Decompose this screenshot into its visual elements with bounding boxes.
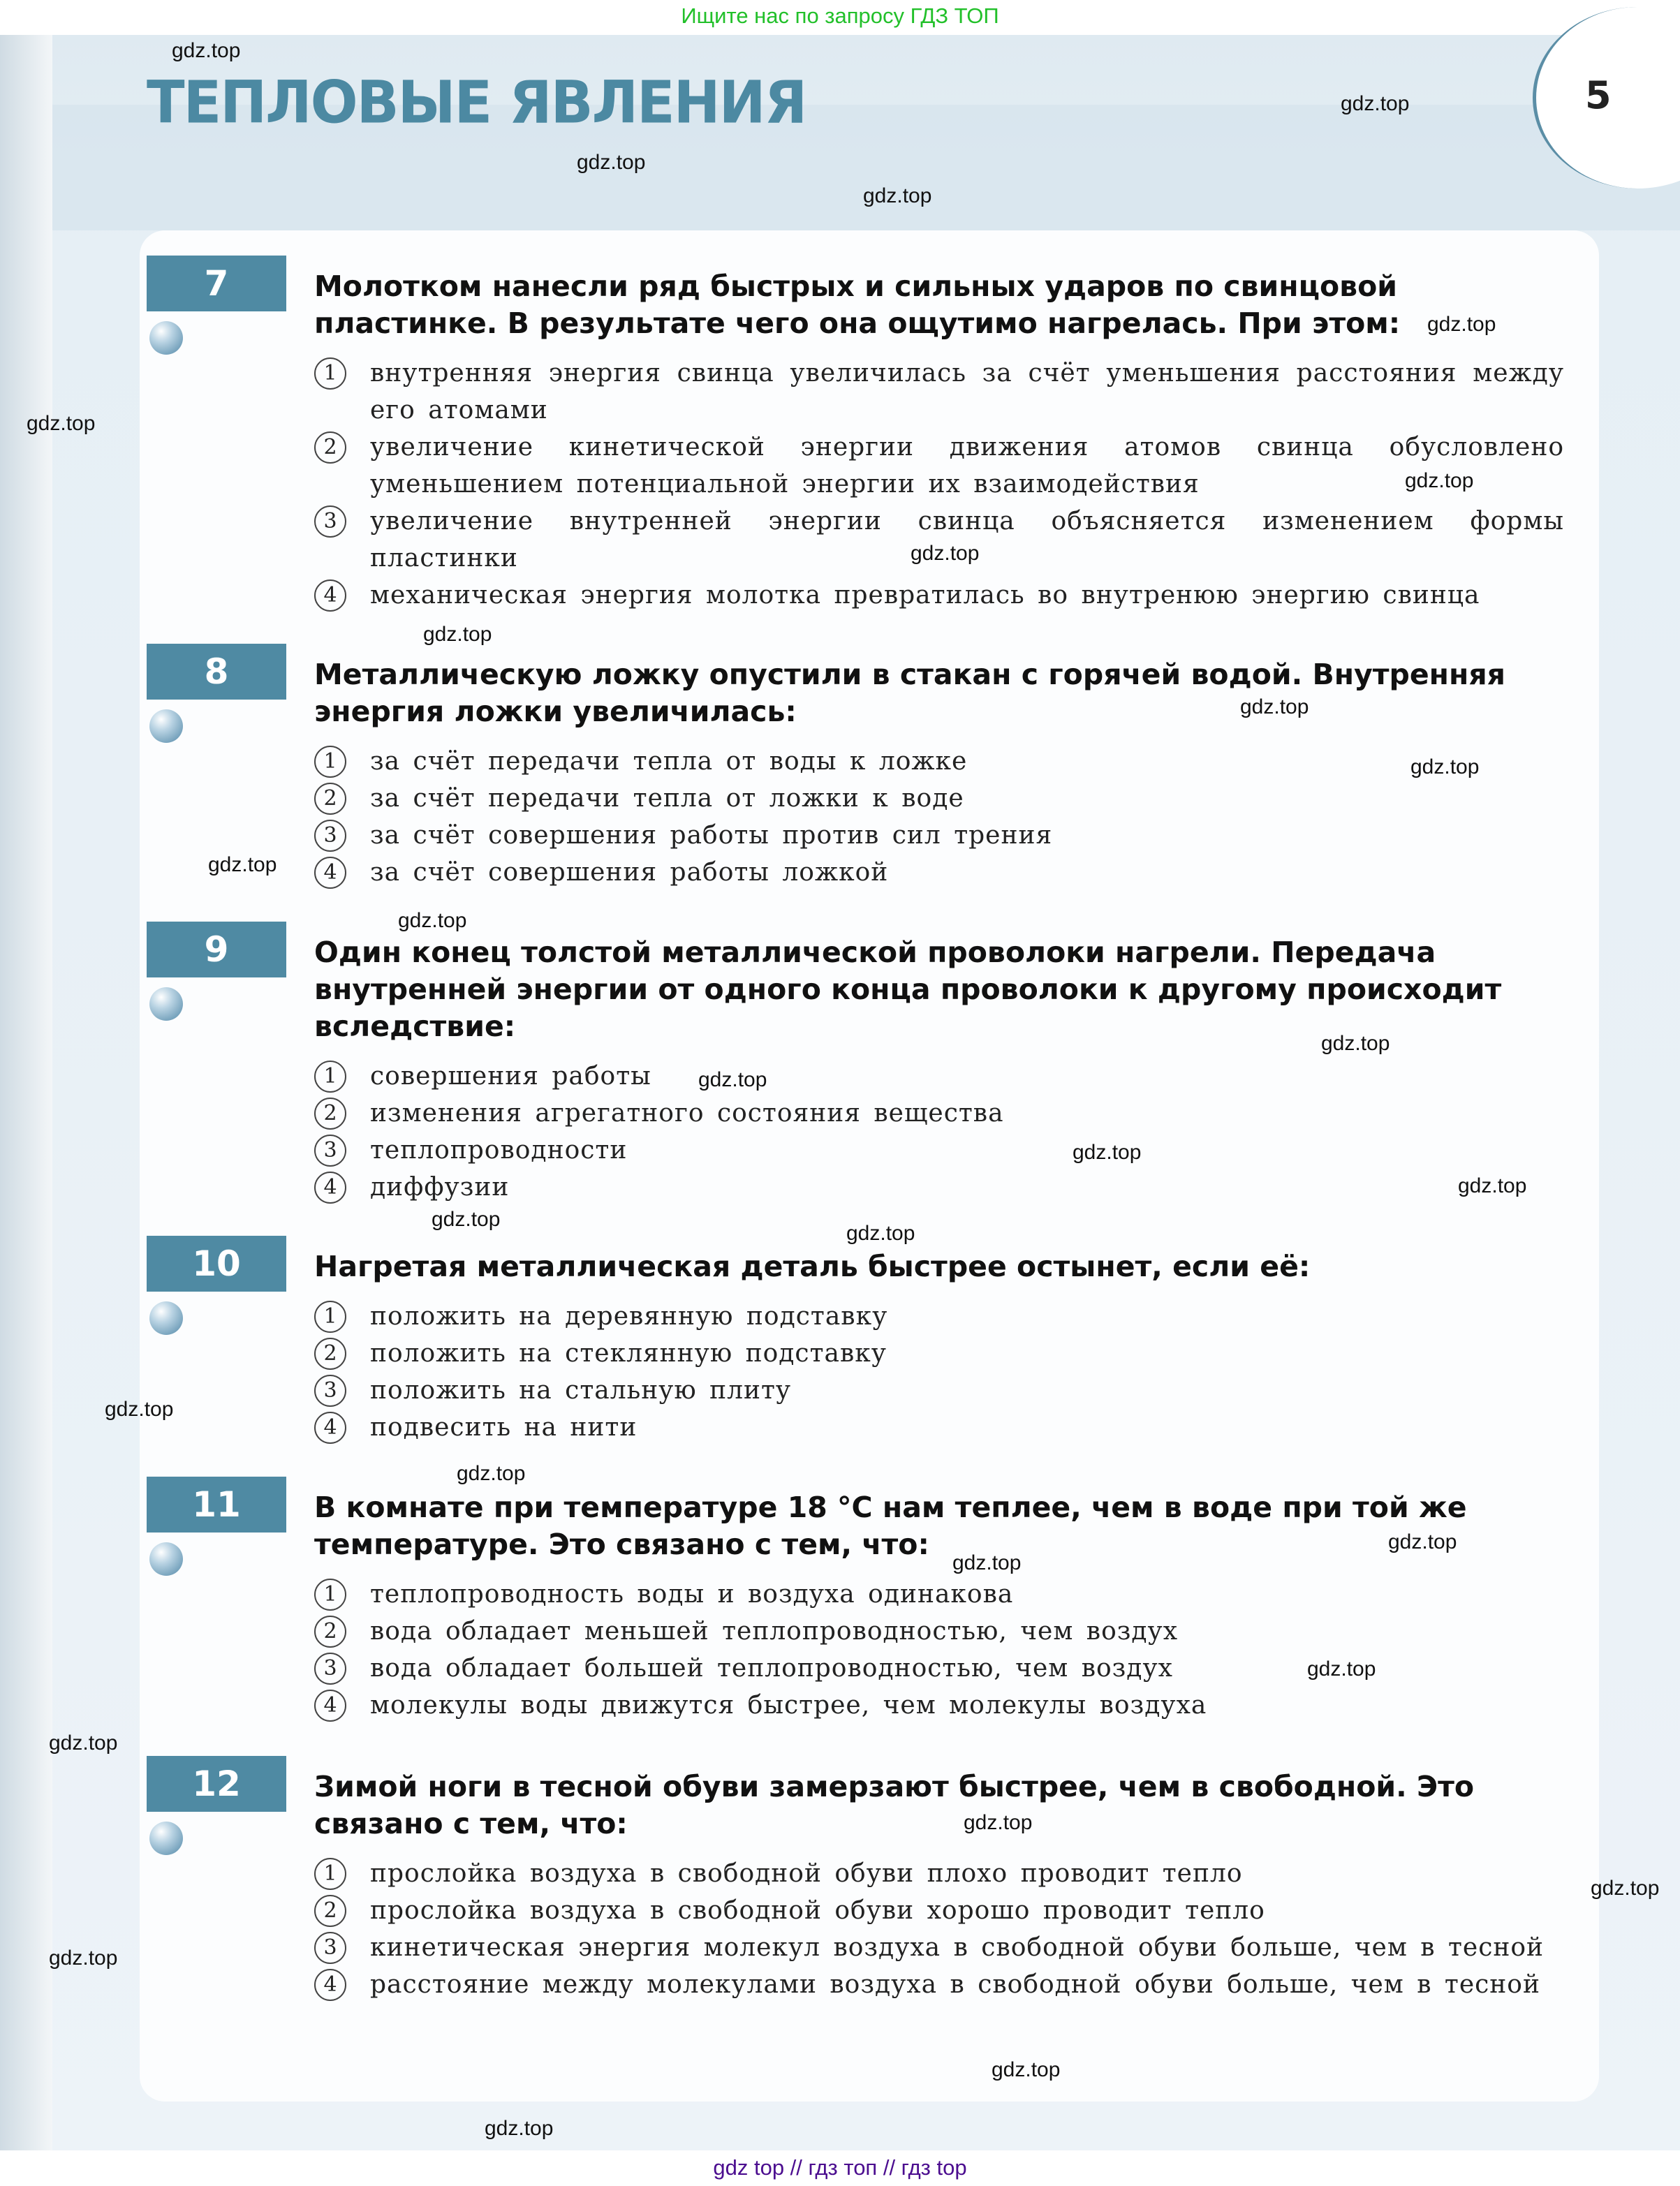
watermark: gdz.top [105,1398,174,1421]
option-text: прослойка воздуха в свободной обуви плохо проводит тепло [370,1859,1243,1888]
option-number-circle: 2 [314,1616,346,1648]
question-number-badge: 10 [147,1236,286,1292]
option-text: расстояние между молекулами воздуха в свободной обуви больше, чем в тесной [370,1970,1540,1999]
top-banner [0,0,1680,35]
option-number-circle: 4 [314,1969,346,2001]
answer-option[interactable] [314,1855,1564,1892]
answer-option[interactable] [314,1095,1564,1132]
option-text: вода обладает меньшей теплопроводностью, чем воздух [370,1617,1179,1646]
watermark: gdz.top [49,1731,118,1755]
question-number-badge: 12 [147,1756,286,1812]
question-12 [147,1756,1571,2003]
option-text: диффузии [370,1173,510,1202]
question-number-badge: 8 [147,644,286,700]
option-text: положить на деревянную подставку [370,1302,888,1331]
option-number-circle: 2 [314,1338,346,1370]
answer-option[interactable] [314,1058,1564,1095]
option-text: молекулы воды движутся быстрее, чем молекулы воздуха [370,1691,1207,1720]
option-text: кинетическая энергия молекул воздуха в свободной обуви больше, чем в тесной [370,1933,1545,1962]
option-number-circle: 2 [314,1098,346,1130]
answer-option[interactable] [314,503,1564,577]
option-number-circle: 2 [314,431,346,464]
question-text: Металлическую ложку опустили в стакан с горячей водой. Внутренняя энергия ложки увеличилась: [314,658,1505,728]
answer-options [314,1855,1564,2003]
answer-option[interactable] [314,780,1564,817]
watermark: gdz.top [1458,1174,1527,1197]
answer-option[interactable] [314,1169,1564,1206]
watermark: gdz.top [863,184,932,207]
watermark: gdz.top [1073,1141,1142,1164]
top-banner-text: Ищите нас по запросу ГДЗ ТОП [681,3,999,28]
question-text: Молотком нанесли ряд быстрых и сильных ударов по свинцовой пластинке. В результате чего она ощутимо нагрелась. При этом: [314,269,1401,340]
question-text: Один конец толстой металлической проволоки нагрели. Передача внутренней энергии от одного конца проволоки к другому происходит вследствие: [314,936,1502,1043]
option-text: за счёт передачи тепла от ложки к воде [370,784,964,813]
option-text: теплопроводности [370,1136,628,1165]
answer-option[interactable] [314,1409,1564,1446]
option-number-circle: 1 [314,746,346,778]
option-number-circle: 2 [314,1895,346,1927]
option-number-circle: 4 [314,1172,346,1204]
watermark: gdz.top [911,542,980,565]
option-text: совершения работы [370,1062,651,1091]
option-number-circle: 2 [314,783,346,815]
answer-option[interactable] [314,854,1564,891]
watermark: gdz.top [992,2058,1061,2081]
question-text: Нагретая металлическая деталь быстрее остынет, если её: [314,1250,1311,1283]
watermark: gdz.top [577,151,646,174]
answer-options [314,355,1564,614]
watermark: gdz.top [172,39,241,62]
option-number-circle: 3 [314,820,346,852]
question-8 [147,644,1571,891]
option-text: внутренняя энергия свинца увеличилась за счёт уменьшения расстояния между его атомами [370,359,1564,424]
footer-text: gdz top // гдз топ // гдз top [713,2155,967,2180]
option-number-circle: 1 [314,1061,346,1093]
option-text: увеличение кинетической энергии движения атомов свинца обусловлено уменьшением потенциальной энергии их взаимодействия [370,433,1564,499]
answer-option[interactable] [314,1576,1564,1613]
watermark: gdz.top [698,1068,767,1091]
option-text: за счёт совершения работы против сил трения [370,821,1053,850]
option-number-circle: 4 [314,857,346,889]
answer-options [314,1298,1564,1446]
option-text: увеличение внутренней энергии свинца объясняется изменением формы пластинки [370,507,1564,573]
answer-option[interactable] [314,1298,1564,1335]
question-number-badge: 7 [147,256,286,311]
option-number-circle: 1 [314,1301,346,1333]
watermark: gdz.top [1240,695,1309,718]
page-spine [0,35,52,2150]
footer-banner [0,2150,1680,2186]
option-number-circle: 3 [314,1375,346,1407]
question-text: Зимой ноги в тесной обуви замерзают быстрее, чем в свободной. Это связано с тем, что: [314,1770,1475,1840]
answer-option[interactable] [314,1613,1564,1650]
watermark: gdz.top [485,2117,554,2140]
option-text: положить на стальную плиту [370,1376,792,1405]
answer-option[interactable] [314,1929,1564,1966]
page-number: 5 [1585,73,1612,117]
watermark: gdz.top [1388,1530,1457,1553]
answer-option[interactable] [314,1335,1564,1372]
question-11 [147,1477,1571,1724]
watermark: gdz.top [1405,469,1474,492]
watermark: gdz.top [1427,313,1496,336]
option-number-circle: 4 [314,1412,346,1444]
answer-option[interactable] [314,1966,1564,2003]
watermark: gdz.top [457,1462,526,1485]
option-number-circle: 1 [314,1858,346,1890]
question-7 [147,256,1571,614]
answer-option[interactable] [314,1687,1564,1724]
answer-option[interactable] [314,1132,1564,1169]
question-9 [147,922,1571,1206]
answer-options [314,1058,1564,1206]
difficulty-ball-icon [149,1542,183,1576]
watermark: gdz.top [1410,755,1480,778]
option-number-circle: 1 [314,1579,346,1611]
difficulty-ball-icon [149,1822,183,1855]
question-number-badge: 11 [147,1477,286,1533]
option-number-circle: 3 [314,1135,346,1167]
answer-option[interactable] [314,817,1564,854]
answer-option[interactable] [314,1372,1564,1409]
watermark: gdz.top [1591,1877,1660,1900]
option-number-circle: 4 [314,1690,346,1722]
option-text: за счёт передачи тепла от воды к ложке [370,747,968,776]
watermark: gdz.top [49,1947,118,1970]
option-text: теплопроводность воды и воздуха одинакова [370,1580,1014,1609]
question-text: В комнате при температуре 18 °С нам теплее, чем в воде при той же температуре. Это связано с тем, что: [314,1491,1467,1561]
watermark: gdz.top [964,1811,1033,1834]
answer-option[interactable] [314,577,1564,614]
watermark: gdz.top [423,623,492,646]
page-title: ТЕПЛОВЫЕ ЯВЛЕНИЯ [147,68,806,137]
watermark: gdz.top [1341,92,1410,115]
answer-option[interactable] [314,355,1564,429]
watermark: gdz.top [1321,1032,1390,1055]
answer-option[interactable] [314,1892,1564,1929]
difficulty-ball-icon [149,987,183,1021]
watermark: gdz.top [398,909,467,932]
watermark: gdz.top [846,1222,915,1245]
option-text: вода обладает большей теплопроводностью, чем воздух [370,1654,1173,1683]
answer-option[interactable] [314,429,1564,503]
option-number-circle: 3 [314,1653,346,1685]
watermark: gdz.top [208,853,277,876]
option-number-circle: 4 [314,579,346,612]
watermark: gdz.top [1307,1657,1376,1681]
option-number-circle: 3 [314,1932,346,1964]
option-text: положить на стеклянную подставку [370,1339,887,1368]
answer-options [314,1576,1564,1724]
answer-option[interactable] [314,743,1564,780]
option-number-circle: 1 [314,357,346,390]
watermark: gdz.top [27,412,96,435]
option-text: прослойка воздуха в свободной обуви хорошо проводит тепло [370,1896,1265,1925]
option-text: изменения агрегатного состояния вещества [370,1099,1004,1128]
watermark: gdz.top [952,1551,1022,1574]
option-text: механическая энергия молотка превратилась во внутренюю энергию свинца [370,581,1480,610]
answer-options [314,743,1564,891]
option-number-circle: 3 [314,505,346,538]
answer-option[interactable] [314,1650,1564,1687]
option-text: подвесить на нити [370,1413,638,1442]
option-text: за счёт совершения работы ложкой [370,858,889,887]
difficulty-ball-icon [149,321,183,355]
question-10 [147,1236,1571,1446]
difficulty-ball-icon [149,1301,183,1335]
difficulty-ball-icon [149,709,183,743]
question-number-badge: 9 [147,922,286,977]
watermark: gdz.top [432,1208,501,1231]
